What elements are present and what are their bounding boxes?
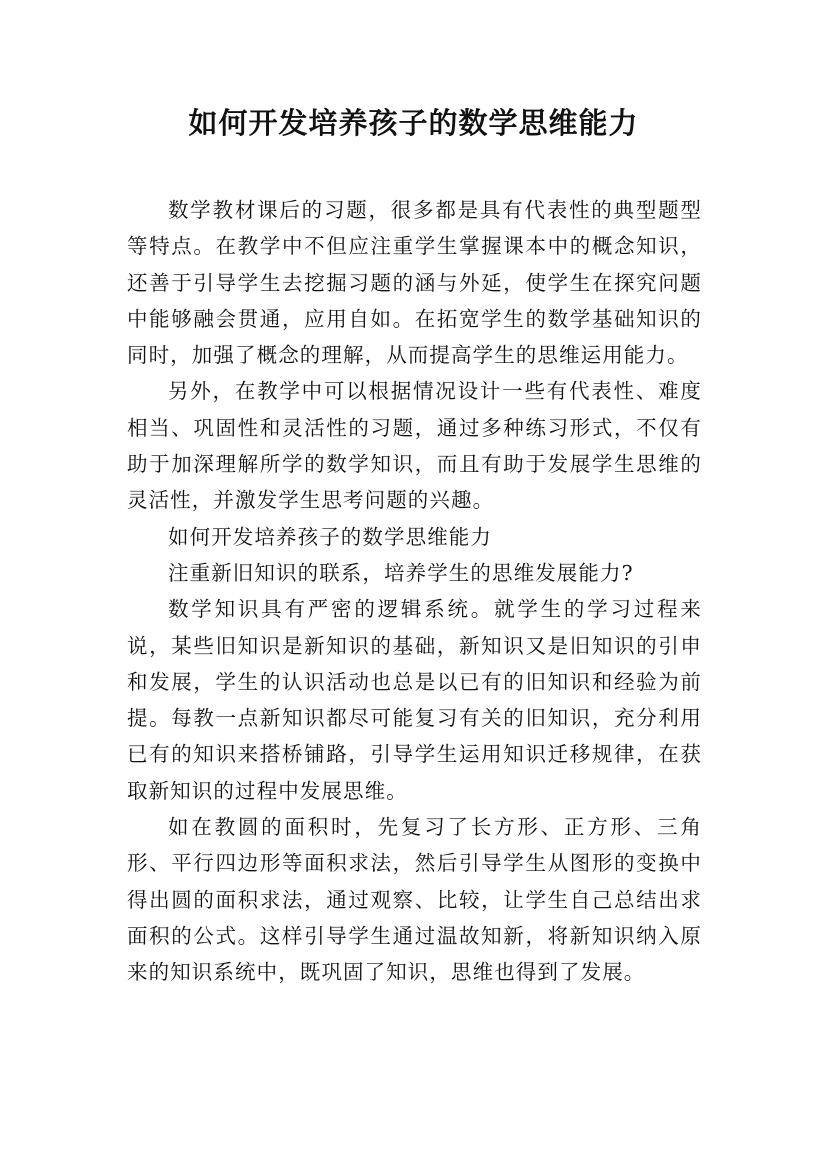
paragraph: 另外，在教学中可以根据情况设计一些有代表性、难度相当、巩固性和灵活性的习题，通过多种练习形式，不仅有助于加深理解所学的数学知识，而且有助于发展学生思维的灵活性，并激发学生思考问题的兴趣。 [127,379,702,513]
section-heading: 如何开发培养孩子的数学思维能力 [168,524,492,549]
page-title: 如何开发培养孩子的数学思维能力 [188,106,639,140]
subheading: 注重新旧知识的联系，培养学生的思维发展能力? [168,560,634,585]
paragraph: 数学教材课后的习题，很多都是具有代表性的典型题型等特点。在教学中不但应注重学生掌握课本中的概念知识，还善于引导学生去挖掘习题的涵与外延，使学生在探究问题中能够融会贯通，应用自如。在拓宽学生的数学基础知识的同时，加强了概念的理解，从而提高学生的思维运用能力。 [127,198,702,368]
paragraph: 数学知识具有严密的逻辑系统。就学生的学习过程来说，某些旧知识是新知识的基础，新知识又是旧知识的引申和发展，学生的认识活动也总是以已有的旧知识和经验为前提。每教一点新知识都尽可能复习有关的旧知识，充分利用已有的知识来搭桥铺路，引导学生运用知识迁移规律，在获取新知识的过程中发展思维。 [127,597,702,803]
document-body [127,192,702,991]
paragraph: 如在教圆的面积时，先复习了长方形、正方形、三角形、平行四边形等面积求法，然后引导学生从图形的变换中得出圆的面积求法，通过观察、比较，让学生自己总结出求面积的公式。这样引导学生通过温故知新，将新知识纳入原来的知识系统中，既巩固了知识，思维也得到了发展。 [127,815,702,985]
